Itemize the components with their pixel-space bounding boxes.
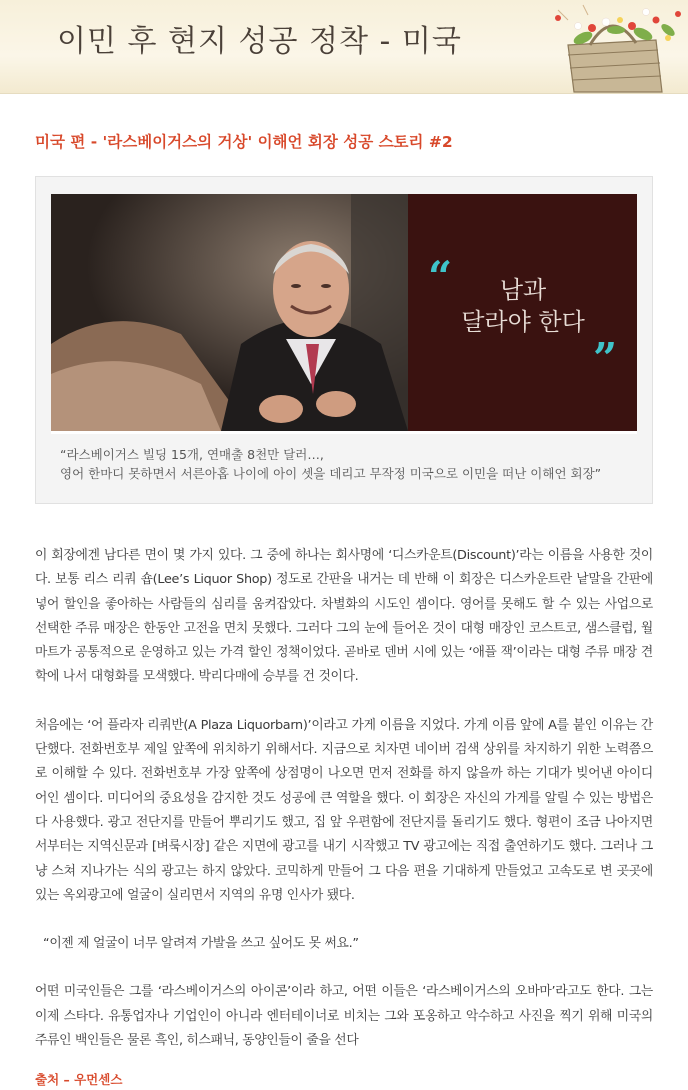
quote-line-1: 남과 — [499, 276, 547, 304]
feature-photo-box — [35, 176, 653, 504]
paragraph-1: 이 회장에겐 남다른 면이 몇 가지 있다. 그 중에 하나는 회사명에 ‘디스카운트(Discount)’라는 이름을 사용한 것이다. 보통 리스 리쿼 숍(Lee’s Liquor Shop) 정도로 간판을 내거는 데 반해 이 회장은 디스카운트란 낱말을 간판에 넣어 할인을 좋아하는 사람들의 심리를 움켜잡았다. 차별화의 시도인 셈이다. 영어를 못해도 할 수 있는 사업으로 선택한 주류 매장은 한동안 고전을 면치 못했다. 그러다 그의 눈에 들어온 것이 대형 매장인 코스트코, 샘스클럽, 월마트가 공통적으로 운영하고 있는 가격 할인 정책이었다. 곧바로 덴버 시에 있는 ‘애플 잭’이라는 대형 주류 매장 견학에 나서 대형화를 모색했다. 박리다매에 승부를 건 것이다. — [35, 548, 653, 685]
close-quote-icon: ” — [593, 334, 618, 383]
page-title: 이민 후 현지 성공 정착 - 미국 — [57, 24, 462, 59]
caption-line-1: “라스베이거스 빌딩 15개, 연매출 8천만 달러…, — [60, 447, 324, 462]
feature-photo-inner — [51, 194, 637, 434]
paragraph-3: “이젠 제 얼굴이 너무 알려져 가발을 쓰고 싶어도 못 써요.” — [43, 936, 359, 952]
portrait-photo — [51, 194, 408, 431]
page-header — [0, 0, 688, 94]
caption-line-2: 영어 한마디 못하면서 서른아홉 나이에 아이 셋을 데리고 무작정 미국으로 이민을 떠난 이해언 회장” — [60, 466, 602, 481]
quote-line-2: 달라야 한다 — [461, 308, 585, 336]
quote-text — [438, 274, 608, 338]
flower-basket-icon — [528, 0, 688, 93]
quote-panel — [408, 194, 637, 431]
article-body — [35, 544, 653, 1077]
article-subtitle: 미국 편 - '라스베이거스의 거상' 이해언 회장 성공 스토리 #2 — [35, 133, 453, 151]
photo-caption — [60, 445, 640, 483]
paragraph-2: 처음에는 ‘어 플라자 리쿼반(A Plaza Liquorbarn)’이라고 가게 이름을 지었다. 가게 이름 앞에 A를 붙인 이유는 간단했다. 전화번호부 제일 앞쪽에 위치하기 위해서다. 지금으로 치자면 네이버 검색 상위를 차지하기 위한 노력쯤으로 이해할 수 있다. 전화번호부 가장 앞쪽에 상점명이 나오면 먼저 전화를 하지 않을까 하는 기대가 빚어낸 아이디어인 셈이다. 미디어의 중요성을 감지한 것도 성공에 큰 역할을 했다. 이 회장은 자신의 가게를 알릴 수 있는 방법은 다 사용했다. 광고 전단지를 만들어 뿌리기도 했고, 집 앞 우편함에 전단지를 돌리기도 했다. 형편이 조금 나아지면서부터는 지역신문과 [벼룩시장] 같은 지면에 광고를 내기 시작했고 TV 광고에는 직접 출연하기도 했다. 그러나 그냥 스쳐 지나가는 식의 광고는 하지 않았다. 코믹하게 만들어 그 다음 편을 기대하게 만들었고 고속도로 변 곳곳에 있는 옥외광고에 얼굴이 실리면서 지역의 유명 인사가 됐다. — [35, 717, 653, 903]
paragraph-4: 어떤 미국인들은 그를 ‘라스베이거스의 아이콘’이라 하고, 어떤 이들은 ‘라스베이거스의 오바마’라고도 한다. 그는 이제 스타다. 유통업자나 기업인이 아니라 엔터테이너로 비치는 그와 포옹하고 악수하고 사진을 찍기 위해 미국의 주류인 백인들은 물론 흑인, 히스패닉, 동양인들이 줄을 선다 — [35, 984, 653, 1049]
source-credit: 출처 – 우먼센스 — [35, 1072, 123, 1087]
open-quote-icon: “ — [428, 252, 453, 301]
portrait-illustration-icon — [51, 194, 408, 431]
